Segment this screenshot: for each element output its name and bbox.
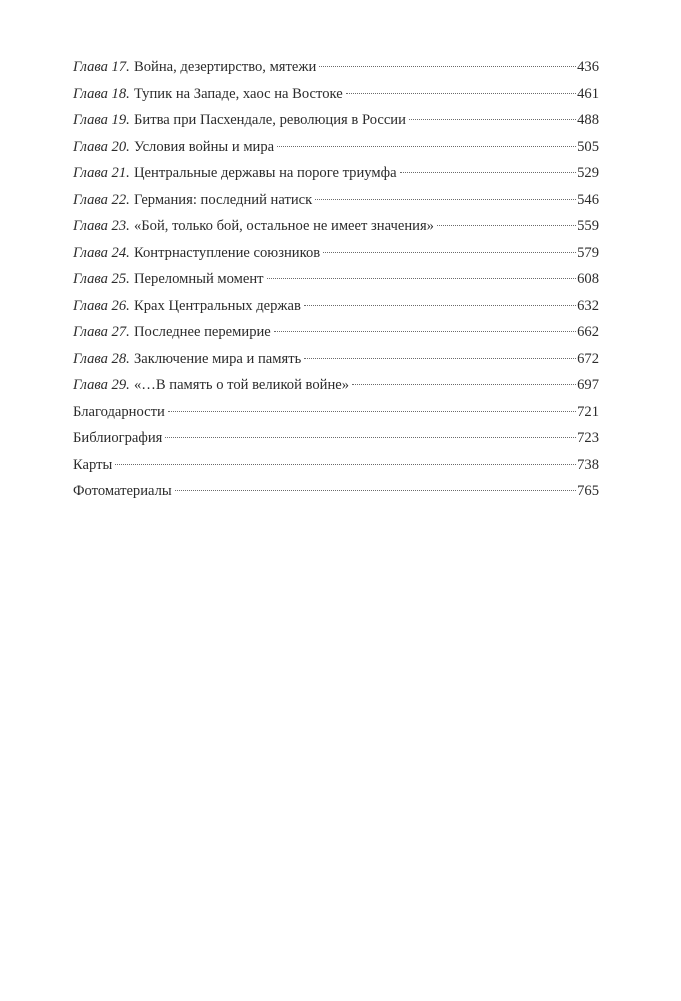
page-number: 738 [577, 456, 599, 473]
toc-entry-acknowledgements[interactable] [73, 399, 599, 426]
entry-title: Фотоматериалы [73, 483, 172, 499]
chapter-title: Германия: последний натиск [134, 191, 313, 208]
toc-entry-chapter-28[interactable] [73, 346, 599, 373]
chapter-label: Глава 18. [73, 85, 130, 102]
toc-entry-chapter-24[interactable] [73, 240, 599, 267]
toc-entry-chapter-27[interactable] [73, 319, 599, 346]
page-number: 436 [577, 59, 599, 75]
dot-leader [168, 411, 576, 412]
table-of-contents [73, 54, 599, 505]
page-number: 697 [577, 377, 599, 393]
chapter-label: Глава 29. [73, 377, 130, 393]
toc-entry-chapter-18[interactable] [73, 81, 599, 108]
toc-entry-chapter-26[interactable] [73, 293, 599, 320]
chapter-title: Центральные державы на пороге триумфа [134, 165, 397, 181]
toc-entry-maps[interactable] [73, 452, 599, 479]
chapter-label: Глава 27. [73, 324, 130, 340]
dot-leader [277, 146, 576, 147]
chapter-title: Война, дезертирство, мятежи [134, 59, 317, 75]
chapter-label: Глава 19. [73, 112, 130, 128]
toc-entry-bibliography[interactable] [73, 425, 599, 452]
chapter-label: Глава 24. [73, 244, 130, 261]
dot-leader [115, 464, 576, 465]
toc-entry-chapter-20[interactable] [73, 134, 599, 161]
chapter-title: Тупик на Западе, хаос на Востоке [134, 85, 343, 102]
page-number: 721 [577, 403, 599, 420]
entry-title: Библиография [73, 430, 163, 446]
toc-entry-chapter-25[interactable] [73, 266, 599, 293]
chapter-title: Битва при Пасхендале, революция в России [134, 112, 406, 128]
chapter-label: Глава 26. [73, 297, 130, 314]
chapter-title: Переломный момент [134, 271, 264, 287]
chapter-title: Последнее перемирие [134, 324, 271, 340]
chapter-label: Глава 28. [73, 350, 130, 367]
dot-leader [323, 252, 576, 253]
page-number: 632 [577, 297, 599, 314]
page-number: 723 [577, 430, 599, 446]
chapter-title: «…В память о той великой войне» [134, 377, 350, 393]
entry-title: Карты [73, 456, 113, 473]
chapter-title: Условия войны и мира [134, 138, 275, 155]
dot-leader [352, 384, 576, 385]
page-number: 662 [577, 324, 599, 340]
page-number: 505 [577, 138, 599, 155]
dot-leader [267, 278, 577, 279]
chapter-title: Контрнаступление союзников [134, 244, 321, 261]
page-number: 765 [577, 483, 599, 499]
toc-entry-chapter-22[interactable] [73, 187, 599, 214]
page-number: 488 [577, 112, 599, 128]
page-number: 579 [577, 244, 599, 261]
page-number: 461 [577, 85, 599, 102]
page-number: 672 [577, 350, 599, 367]
toc-entry-photo-materials[interactable] [73, 478, 599, 505]
chapter-title: «Бой, только бой, остальное не имеет значения» [134, 218, 434, 234]
chapter-label: Глава 17. [73, 59, 130, 75]
dot-leader [175, 490, 576, 491]
chapter-label: Глава 20. [73, 138, 130, 155]
page-number: 608 [577, 271, 599, 287]
chapter-label: Глава 25. [73, 271, 130, 287]
dot-leader [400, 172, 577, 173]
toc-entry-chapter-29[interactable] [73, 372, 599, 399]
toc-entry-chapter-21[interactable] [73, 160, 599, 187]
toc-entry-chapter-17[interactable] [73, 54, 599, 81]
toc-entry-chapter-23[interactable] [73, 213, 599, 240]
page-number: 546 [577, 191, 599, 208]
dot-leader [315, 199, 576, 200]
dot-leader [304, 358, 576, 359]
dot-leader [165, 437, 576, 438]
toc-entry-chapter-19[interactable] [73, 107, 599, 134]
entry-title: Благодарности [73, 403, 165, 420]
chapter-title: Крах Центральных держав [134, 297, 301, 314]
chapter-label: Глава 23. [73, 218, 130, 234]
dot-leader [409, 119, 576, 120]
chapter-title: Заключение мира и память [134, 350, 302, 367]
dot-leader [437, 225, 576, 226]
page-number: 559 [577, 218, 599, 234]
chapter-label: Глава 21. [73, 165, 130, 181]
dot-leader [304, 305, 576, 306]
page-number: 529 [577, 165, 599, 181]
dot-leader [319, 66, 576, 67]
dot-leader [274, 331, 576, 332]
chapter-label: Глава 22. [73, 191, 130, 208]
dot-leader [346, 93, 576, 94]
